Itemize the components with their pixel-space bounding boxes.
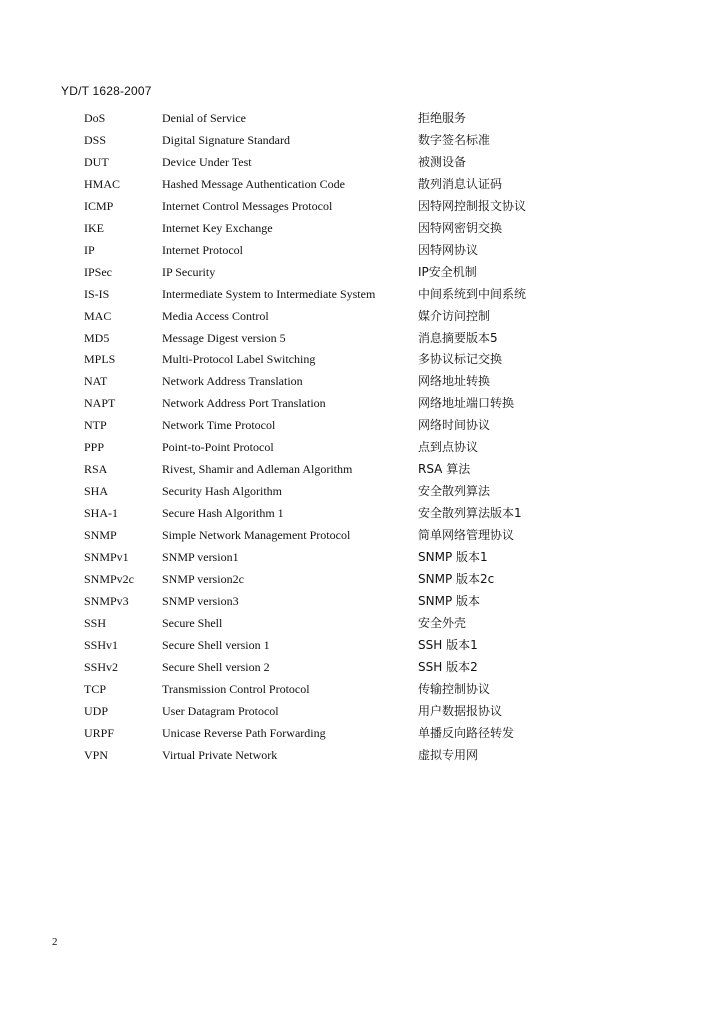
table-row [80,657,558,679]
english-term-cell: Secure Hash Algorithm 1 [162,506,284,521]
english-term-cell: Message Digest version 5 [162,330,286,345]
chinese-term-cell: SSH 版本2 [418,659,478,674]
chinese-term-cell: SNMP 版本2c [418,572,495,587]
chinese-term-cell: 媒介访问控制 [418,308,491,323]
english-term-cell: Secure Shell version 1 [162,637,270,652]
abbreviation-cell: DSS [84,132,107,147]
chinese-term-cell: 消息摘要版本5 [418,330,498,345]
table-row [80,306,558,328]
english-term-cell: Network Address Translation [162,374,303,389]
abbreviation-cell: MD5 [84,330,110,345]
english-term-cell: Virtual Private Network [162,747,278,762]
abbreviation-cell: SHA-1 [84,506,119,521]
table-row [80,525,558,547]
english-term-cell: Unicase Reverse Path Forwarding [162,725,326,740]
abbreviation-cell: ICMP [84,198,114,213]
chinese-term-cell: SSH 版本1 [418,637,478,652]
abbreviation-cell: IP [84,242,95,257]
chinese-term-cell: RSA 算法 [418,462,471,477]
table-row [80,174,558,196]
table-row [80,196,558,218]
chinese-term-cell: IP安全机制 [418,264,477,279]
document-header [61,84,152,98]
table-row [80,679,558,701]
abbreviation-cell: IKE [84,220,104,235]
english-term-cell: Security Hash Algorithm [162,484,282,499]
chinese-term-cell: 用户数据报协议 [418,703,503,718]
abbreviation-cell: SNMPv3 [84,593,129,608]
english-term-cell: Internet Control Messages Protocol [162,198,333,213]
chinese-term-cell: 中间系统到中间系统 [418,286,527,301]
english-term-cell: Rivest, Shamir and Adleman Algorithm [162,462,353,477]
table-row [80,723,558,745]
english-term-cell: User Datagram Protocol [162,703,279,718]
table-row [80,459,558,481]
chinese-term-cell: 安全外壳 [418,615,467,630]
abbreviation-cell: IPSec [84,264,112,279]
abbreviation-cell: MAC [84,308,112,323]
abbreviation-cell: URPF [84,725,115,740]
chinese-term-cell: 网络地址端口转换 [418,396,515,411]
abbreviation-cell: SHA [84,484,109,499]
chinese-term-cell: 单播反向路径转发 [418,725,515,740]
chinese-term-cell: 数字签名标准 [418,132,491,147]
table-row [80,547,558,569]
chinese-term-cell: 网络时间协议 [418,418,491,433]
english-term-cell: Simple Network Management Protocol [162,528,351,543]
chinese-term-cell: 拒绝服务 [418,111,467,125]
abbreviation-cell: NAPT [84,396,116,411]
abbreviation-cell: SNMPv2c [84,572,135,587]
english-term-cell: SNMP version2c [162,572,244,587]
table-row [80,240,558,262]
english-term-cell: SNMP version3 [162,593,239,608]
english-term-cell: IP Security [162,264,216,279]
table-row [80,437,558,459]
table-row [80,130,558,152]
english-term-cell: Intermediate System to Intermediate System [162,286,376,301]
english-term-cell: Network Address Port Translation [162,396,326,411]
english-term-cell: Secure Shell version 2 [162,659,270,674]
table-row [80,393,558,415]
chinese-term-cell: 被测设备 [418,154,467,169]
table-row [80,745,558,767]
table-row [80,415,558,437]
abbreviation-cell: UDP [84,703,109,718]
english-term-cell: Point-to-Point Protocol [162,440,274,455]
abbreviation-table [80,108,558,767]
english-term-cell: Transmission Control Protocol [162,681,310,696]
chinese-term-cell: 点到点协议 [418,440,479,455]
table-row [80,503,558,525]
english-term-cell: Media Access Control [162,308,269,323]
table-row [80,701,558,723]
chinese-term-cell: SNMP 版本1 [418,550,488,565]
table-row [80,108,558,130]
english-term-cell: Device Under Test [162,154,252,169]
english-term-cell: Internet Key Exchange [162,220,273,235]
abbreviation-cell: VPN [84,747,109,762]
chinese-term-cell: 因特网协议 [418,242,479,257]
abbreviation-table-body [80,108,558,767]
english-term-cell: Network Time Protocol [162,418,276,433]
table-row [80,635,558,657]
chinese-term-cell: SNMP 版本 [418,593,480,608]
table-row [80,591,558,613]
english-term-cell: Internet Protocol [162,242,243,257]
table-row [80,371,558,393]
abbreviation-cell: NAT [84,374,108,389]
standard-id: YD/T 1628-2007 [61,84,152,98]
english-term-cell: Hashed Message Authentication Code [162,176,345,191]
table-row [80,284,558,306]
abbreviation-cell: SNMPv1 [84,550,129,565]
abbreviation-cell: TCP [84,681,107,696]
chinese-term-cell: 因特网密钥交换 [418,220,503,235]
chinese-term-cell: 虚拟专用网 [418,747,479,762]
abbreviation-cell: NTP [84,418,107,433]
abbreviation-cell: SSHv2 [84,659,119,674]
abbreviation-cell: SSHv1 [84,637,119,652]
abbreviation-cell: SSH [84,615,107,630]
table-row [80,218,558,240]
english-term-cell: Denial of Service [162,111,246,125]
page-number: 2 [52,936,58,948]
chinese-term-cell: 安全散列算法 [418,484,491,499]
chinese-term-cell: 简单网络管理协议 [418,528,515,543]
abbreviation-cell: SNMP [84,528,117,543]
abbreviation-cell: DoS [84,111,106,125]
chinese-term-cell: 因特网控制报文协议 [418,198,527,213]
english-term-cell: Digital Signature Standard [162,132,290,147]
chinese-term-cell: 网络地址转换 [418,374,491,389]
abbreviation-cell: HMAC [84,176,121,191]
english-term-cell: Multi-Protocol Label Switching [162,352,316,367]
abbreviation-cell: MPLS [84,352,116,367]
table-row [80,328,558,350]
table-row [80,262,558,284]
chinese-term-cell: 传输控制协议 [418,681,491,696]
chinese-term-cell: 多协议标记交换 [418,352,503,367]
chinese-term-cell: 散列消息认证码 [418,176,503,191]
abbreviation-cell: IS-IS [84,286,110,301]
abbreviation-cell: DUT [84,154,109,169]
table-row [80,152,558,174]
abbreviation-cell: RSA [84,462,108,477]
english-term-cell: SNMP version1 [162,550,239,565]
table-row [80,481,558,503]
chinese-term-cell: 安全散列算法版本1 [418,506,522,521]
table-row [80,569,558,591]
table-row [80,349,558,371]
table-row [80,613,558,635]
english-term-cell: Secure Shell [162,615,223,630]
abbreviation-cell: PPP [84,440,105,455]
